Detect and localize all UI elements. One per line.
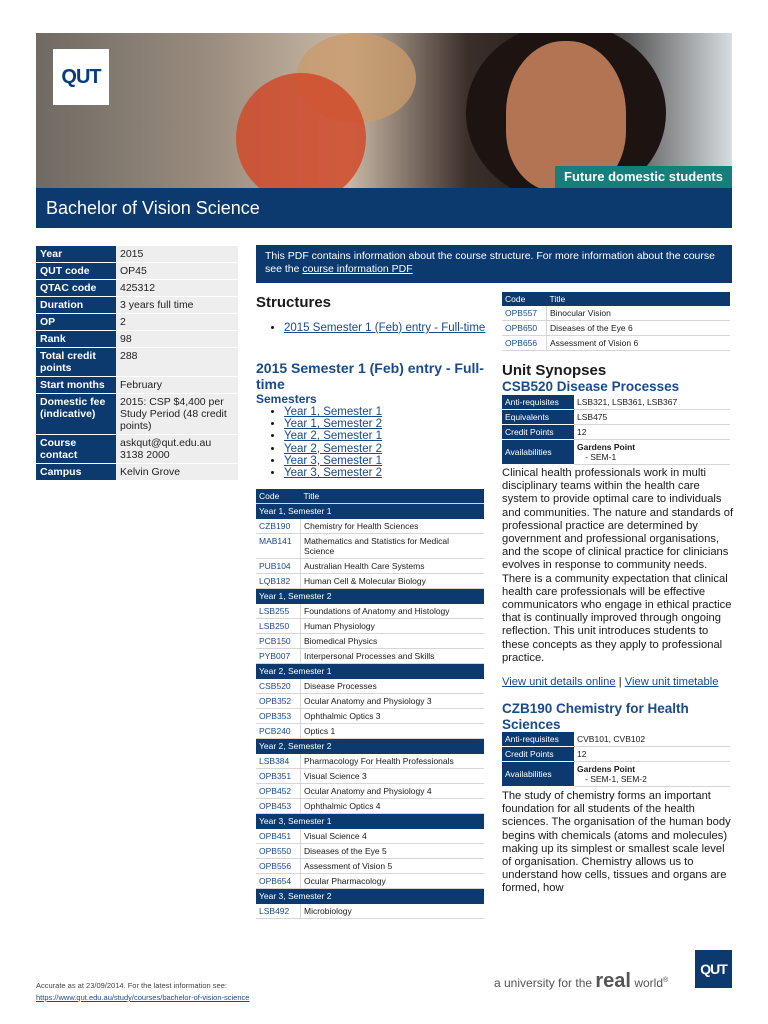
- credit-points-label: Credit Points: [502, 425, 574, 440]
- semester-group-label: Year 3, Semester 2: [256, 889, 484, 904]
- table-row: [502, 306, 730, 321]
- info-key: Total credit points: [36, 348, 116, 377]
- course-title: Bachelor of Vision Science: [36, 188, 732, 228]
- info-key: Course contact: [36, 435, 116, 464]
- unit-title: Pharmacology For Health Professionals: [301, 754, 485, 769]
- view-unit-timetable-link[interactable]: View unit timetable: [624, 676, 719, 688]
- unit-title: Interpersonal Processes and Skills: [301, 649, 485, 664]
- table-row: [256, 604, 484, 619]
- equivalents-label: Equivalents: [502, 410, 574, 425]
- unit-description: Clinical health professionals work in multi disciplinary teams within the health care system to provide optimal care to individuals and communities. The nature and standards of professional practice are determined by government and professional organisations, and the scope of clinical practice for clinicians evolves in response to community needs. There is a community expectation that clinical health care professionals will be effective communicators who engage in ethical practice that is continually improved through ongoing reflection. This unit introduces students to these concepts as they apply to professional practice.: [502, 467, 734, 664]
- semester-item: [284, 406, 382, 418]
- info-key: Duration: [36, 297, 116, 314]
- availability-campus: Gardens Point: [577, 764, 636, 774]
- equivalents-value: LSB475: [574, 410, 730, 425]
- unit-requisites-table: [502, 395, 730, 465]
- unit-code-link[interactable]: LSB250: [256, 619, 301, 634]
- table-row: [256, 724, 484, 739]
- info-key: OP: [36, 314, 116, 331]
- table-row: [256, 694, 484, 709]
- semester-group-label: Year 1, Semester 2: [256, 589, 484, 604]
- unit-requisites-table: [502, 732, 730, 787]
- unit-title: Assessment of Vision 5: [301, 859, 485, 874]
- col-title-header: Title: [301, 489, 485, 504]
- semester-link[interactable]: Year 3, Semester 1: [284, 454, 383, 467]
- info-key: Rank: [36, 331, 116, 348]
- footer-note: [36, 980, 249, 1004]
- credit-points-label: Credit Points: [502, 747, 574, 762]
- semesters-list: [260, 406, 382, 479]
- unit-code-link[interactable]: OPB654: [256, 874, 301, 889]
- table-row: [502, 321, 730, 336]
- table-row: [256, 679, 484, 694]
- unit-code-link[interactable]: LSB492: [256, 904, 301, 919]
- info-key: Domestic fee (indicative): [36, 394, 116, 435]
- unit-synopses-heading: Unit Synopses: [502, 362, 607, 379]
- unit-title: Disease Processes: [301, 679, 485, 694]
- unit-title: Ocular Anatomy and Physiology 4: [301, 784, 485, 799]
- table-row: [256, 574, 484, 589]
- unit-title: Assessment of Vision 6: [547, 336, 731, 351]
- course-url-link[interactable]: https://www.qut.edu.au/study/courses/bachelor-of-vision-science: [36, 993, 250, 1002]
- info-row: [36, 331, 238, 348]
- availability-value: - SEM-1: [585, 452, 617, 462]
- semester-link[interactable]: Year 1, Semester 2: [284, 418, 383, 431]
- unit-code-link[interactable]: LQB182: [256, 574, 301, 589]
- info-key: Campus: [36, 464, 116, 481]
- semester-link[interactable]: Year 2, Semester 1: [284, 430, 383, 443]
- info-value: 2: [116, 314, 238, 331]
- semester-group-label: Year 1, Semester 1: [256, 504, 484, 519]
- info-value: 2015: [116, 246, 238, 263]
- semester-item: [284, 455, 382, 467]
- table-row: [256, 784, 484, 799]
- unit-code-link[interactable]: OPB352: [256, 694, 301, 709]
- unit-description: The study of chemistry forms an important foundation for all students of the health sciences. The organisation of the human body begins with chemicals (atoms and molecules) making up its simplest or smallest scale level of organisation. Chemistry allows us to understand how cells, tissues and organs are formed, how: [502, 790, 731, 895]
- table-row: [256, 534, 484, 559]
- info-key: QTAC code: [36, 280, 116, 297]
- link-separator: |: [618, 676, 622, 688]
- unit-code-link[interactable]: OPB453: [256, 799, 301, 814]
- unit-links: [502, 676, 718, 688]
- table-row: [256, 829, 484, 844]
- semester-item: [284, 467, 382, 479]
- info-value: 3 years full time: [116, 297, 238, 314]
- unit-code-link[interactable]: PCB240: [256, 724, 301, 739]
- unit-code-link[interactable]: OPB650: [502, 321, 547, 336]
- unit-title: Visual Science 3: [301, 769, 485, 784]
- unit-code-link[interactable]: PUB104: [256, 559, 301, 574]
- unit-title: Ocular Anatomy and Physiology 3: [301, 694, 485, 709]
- info-value: Kelvin Grove: [116, 464, 238, 481]
- unit-title: Binocular Vision: [547, 306, 731, 321]
- semester-group-row: [256, 504, 484, 519]
- unit-title: Ophthalmic Optics 4: [301, 799, 485, 814]
- qut-footer-logo: QUT: [695, 950, 732, 988]
- semester-item: [284, 418, 382, 430]
- tagline-pre: a university for the: [494, 976, 593, 990]
- info-value: 425312: [116, 280, 238, 297]
- unit-title: Biomedical Physics: [301, 634, 485, 649]
- unit-code-link[interactable]: CSB520: [256, 679, 301, 694]
- semester-group-row: [256, 739, 484, 754]
- unit-title: Foundations of Anatomy and Histology: [301, 604, 485, 619]
- pdf-notice: [256, 245, 732, 283]
- table-row: [256, 709, 484, 724]
- info-row: [36, 394, 238, 435]
- semesters-label: Semesters: [256, 392, 317, 406]
- info-value: OP45: [116, 263, 238, 280]
- availabilities-label: Availabilities: [502, 762, 574, 787]
- semester-link[interactable]: Year 2, Semester 2: [284, 442, 383, 455]
- unit-title: Human Cell & Molecular Biology: [301, 574, 485, 589]
- accuracy-note: Accurate as at 23/09/2014. For the latest information see:: [36, 981, 227, 990]
- credit-points-value: 12: [574, 425, 730, 440]
- unit-code-link[interactable]: LSB255: [256, 604, 301, 619]
- semester-group-label: Year 3, Semester 1: [256, 814, 484, 829]
- semester-item: [284, 430, 382, 442]
- col-code-header: Code: [502, 292, 547, 306]
- info-key: QUT code: [36, 263, 116, 280]
- anti-requisites-value: LSB321, LSB361, LSB367: [574, 395, 730, 410]
- semester-group-row: [256, 889, 484, 904]
- semester-link[interactable]: Year 1, Semester 1: [284, 406, 383, 418]
- info-value: 98: [116, 331, 238, 348]
- structures-list: [258, 322, 504, 335]
- info-row: [36, 314, 238, 331]
- unit-title: Optics 1: [301, 724, 485, 739]
- table-row: [256, 904, 484, 919]
- view-unit-details-link[interactable]: View unit details online: [502, 676, 616, 688]
- table-row: [256, 619, 484, 634]
- table-row: [256, 859, 484, 874]
- logo-text: QUT: [61, 65, 101, 88]
- unit-title: Chemistry for Health Sciences: [301, 519, 485, 534]
- structures-heading: Structures: [256, 294, 332, 311]
- qut-logo: [53, 49, 109, 105]
- unit-code-link[interactable]: CZB190: [256, 519, 301, 534]
- unit-code-link[interactable]: OPB351: [256, 769, 301, 784]
- col-code-header: Code: [256, 489, 301, 504]
- unit-code-link[interactable]: OPB353: [256, 709, 301, 724]
- unit-code-link[interactable]: PCB150: [256, 634, 301, 649]
- semester-group-row: [256, 814, 484, 829]
- unit-title-czb190: CZB190 Chemistry for Health Sciences: [502, 701, 689, 732]
- table-row: [256, 769, 484, 784]
- availability-value: - SEM-1, SEM-2: [585, 774, 647, 784]
- entry-heading: 2015 Semester 1 (Feb) entry - Full-time: [256, 360, 484, 392]
- table-row: [256, 559, 484, 574]
- info-row: [36, 297, 238, 314]
- structure-link[interactable]: 2015 Semester 1 (Feb) entry - Full-time: [284, 322, 486, 334]
- info-row: [36, 246, 238, 263]
- unit-title: Ocular Pharmacology: [301, 874, 485, 889]
- unit-title: Diseases of the Eye 5: [301, 844, 485, 859]
- table-row: [256, 754, 484, 769]
- notice-text: This PDF contains information about the course structure. For more information about the course see the: [265, 250, 715, 275]
- unit-code-link[interactable]: OPB452: [256, 784, 301, 799]
- unit-code-link[interactable]: PYB007: [256, 649, 301, 664]
- semester-group-row: [256, 664, 484, 679]
- table-row: [256, 649, 484, 664]
- semester-group-label: Year 2, Semester 2: [256, 739, 484, 754]
- anti-requisites-value: CVB101, CVB102: [574, 732, 730, 747]
- table-row: [502, 336, 730, 351]
- unit-title: Australian Health Care Systems: [301, 559, 485, 574]
- semester-group-row: [256, 589, 484, 604]
- unit-code-link[interactable]: MAB141: [256, 534, 301, 559]
- table-row: [256, 844, 484, 859]
- info-row: [36, 280, 238, 297]
- info-value: 288: [116, 348, 238, 377]
- unit-title: Ophthalmic Optics 3: [301, 709, 485, 724]
- info-key: Start months: [36, 377, 116, 394]
- info-row: [36, 464, 238, 481]
- unit-code-link[interactable]: OPB557: [502, 306, 547, 321]
- anti-requisites-label: Anti-requisites: [502, 732, 574, 747]
- tagline-post: world: [634, 976, 664, 990]
- continued-units-table: [502, 292, 730, 351]
- registered-mark: ®: [663, 977, 669, 984]
- unit-code-link[interactable]: LSB384: [256, 754, 301, 769]
- unit-code-link[interactable]: OPB556: [256, 859, 301, 874]
- course-info-table: [36, 246, 238, 481]
- unit-title-csb520: CSB520 Disease Processes: [502, 379, 680, 394]
- col-title-header: Title: [547, 292, 731, 306]
- course-info-pdf-link[interactable]: course information PDF: [302, 263, 413, 275]
- anti-requisites-label: Anti-requisites: [502, 395, 574, 410]
- university-tagline: [494, 970, 668, 993]
- unit-title: Human Physiology: [301, 619, 485, 634]
- semester-group-label: Year 2, Semester 1: [256, 664, 484, 679]
- info-row: [36, 377, 238, 394]
- structure-item: [284, 322, 504, 335]
- unit-title: Visual Science 4: [301, 829, 485, 844]
- availabilities-label: Availabilities: [502, 440, 574, 465]
- unit-code-link[interactable]: OPB656: [502, 336, 547, 351]
- unit-title: Diseases of the Eye 6: [547, 321, 731, 336]
- info-row: [36, 435, 238, 464]
- unit-code-link[interactable]: OPB550: [256, 844, 301, 859]
- tagline-bold: real: [595, 970, 631, 992]
- unit-title: Microbiology: [301, 904, 485, 919]
- course-structure-table: [256, 489, 484, 919]
- info-value: February: [116, 377, 238, 394]
- info-value: 2015: CSP $4,400 per Study Period (48 credit points): [116, 394, 238, 435]
- info-row: [36, 263, 238, 280]
- table-row: [256, 799, 484, 814]
- availability-campus: Gardens Point: [577, 442, 636, 452]
- info-value: askqut@qut.edu.au 3138 2000: [116, 435, 238, 464]
- hero-banner-image: [36, 33, 732, 188]
- info-row: [36, 348, 238, 377]
- semester-link[interactable]: Year 3, Semester 2: [284, 467, 383, 480]
- table-row: [256, 519, 484, 534]
- unit-title: Mathematics and Statistics for Medical Science: [301, 534, 485, 559]
- table-row: [256, 874, 484, 889]
- audience-badge: Future domestic students: [555, 166, 732, 188]
- info-key: Year: [36, 246, 116, 263]
- table-row: [256, 634, 484, 649]
- semester-item: [284, 443, 382, 455]
- unit-code-link[interactable]: OPB451: [256, 829, 301, 844]
- credit-points-value: 12: [574, 747, 730, 762]
